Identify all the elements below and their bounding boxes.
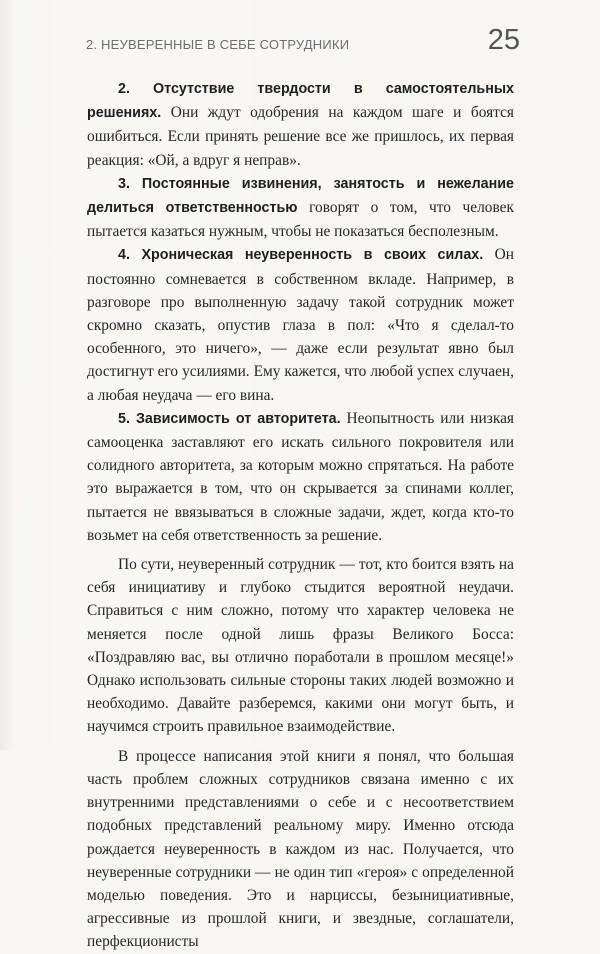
list-item: [87, 77, 514, 172]
page-body: [87, 77, 514, 954]
list-item-text: Они ждут одобрения на каждом шаге и боятся ошибиться. Если принять решение все же пришлось, их первая реакция: «Ой, а вдруг я неправ».: [87, 104, 514, 169]
body-paragraph: По сути, неуверенный сотрудник — тот, кто боится взять на себя инициативу и глубоко стыдится вероятной неудачи. Справиться с ним сложно, потому что характер человека не меняется после одной лишь фразы Великого Босса: «Поздравляю вас, вы отлично поработали в прошлом месяце!» Однако использовать сильные стороны таких людей возможно и необходимо. Давайте разберемся, какими они могут быть, и научимся строить правильное взаимодействие.: [87, 556, 514, 736]
list-item-heading: 4. Хроническая неуверенность в своих силах.: [118, 247, 484, 264]
list-item-heading: 5. Зависимость от авторитета.: [118, 410, 341, 427]
list-item: [87, 407, 514, 547]
running-head: 2. НЕУВЕРЕННЫЕ В СЕБЕ СОТРУДНИКИ: [86, 37, 350, 52]
body-paragraph: В процессе написания этой книги я понял, что большая часть проблем сложных сотрудников связана именно с их внутренними представлениями о себе и с несоответствием подобных представлений реальному миру. Именно отсюда рождается неуверенность в каждом из нас. Получается, что неуверенные сотрудники — не один тип «героя» с определенной моделью поведения. Это и нарциссы, безынициативные, агрессивные из прошлой книги, и звездные, соглашатели, перфекционисты: [87, 747, 514, 951]
list-item-heading: 2. Отсутствие твердости в самостоятельных решениях.: [87, 81, 514, 122]
list-item: [87, 172, 514, 244]
list-item-heading: 3. Постоянные извинения, занятость и нежелание делиться ответственностью: [87, 175, 514, 217]
list-item-text: Неопытность или низкая самооценка заставляют его искать сильного покровителя или солидного авторитета, за которым можно спрятаться. На работе это выражается в том, что он скрывается за спинами коллег, пытается не ввязываться в сложные задачи, ждет, когда кто-то возьмет на себя ответственность за решение.: [87, 409, 514, 544]
page-number: 25: [487, 24, 520, 56]
list-item-text: говорят о том, что человек пытается казаться нужным, чтобы не показаться бесполезным.: [87, 199, 514, 241]
list-item: [87, 243, 514, 406]
list-item-text: Он постоянно сомневается в собственном вкладе. Например, в разговоре про выполненную задачу такой сотрудник может скромно сказать, опустив глаза в пол: «Что я сделал-то особенного, это ничего», — даже если результат явно был достигнут его усилиями. Ему кажется, что любой успех случаен, а любая неудача — его вина.: [87, 246, 514, 404]
